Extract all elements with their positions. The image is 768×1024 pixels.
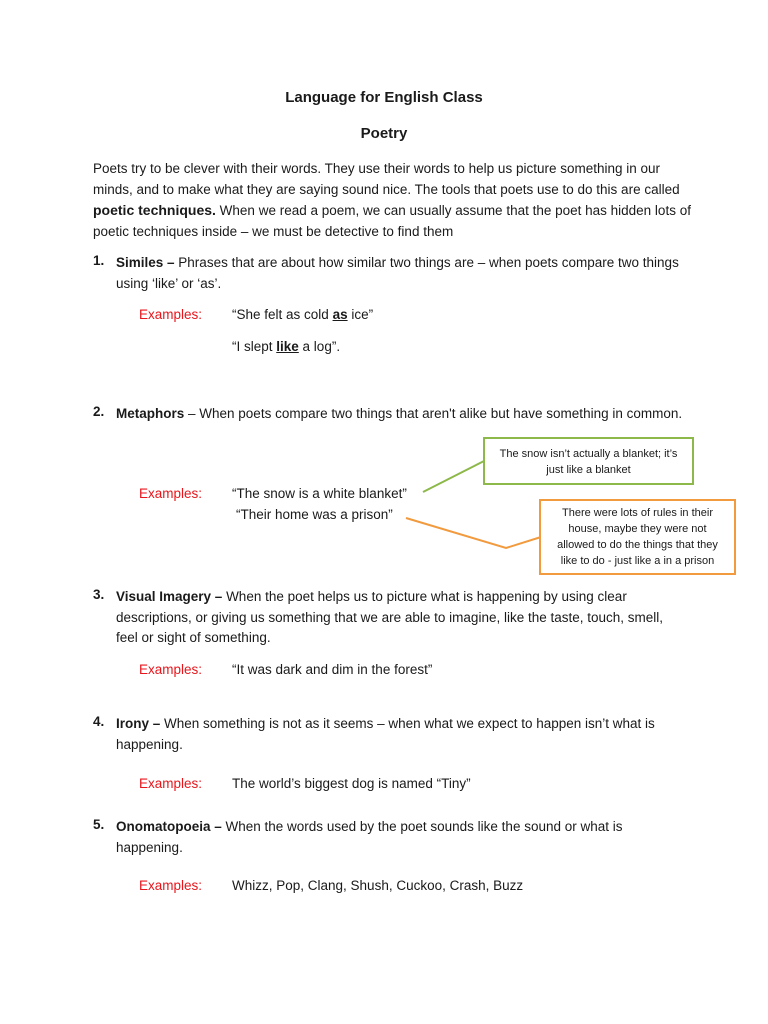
item-1-term: Similes – xyxy=(116,255,175,270)
item-5-term: Onomatopoeia – xyxy=(116,819,222,834)
example-text: a log”. xyxy=(298,339,341,354)
item-4-examples-label: Examples: xyxy=(139,776,203,791)
item-3-definition: When the poet helps us to picture what is happening by using clear descriptions, or giving us something that we are able to imagine, like the taste, touch, smell, feel or sight of something. xyxy=(116,589,664,645)
item-3-text xyxy=(116,587,686,649)
item-5-example-1: Whizz, Pop, Clang, Shush, Cuckoo, Crash, Buzz xyxy=(232,878,524,893)
item-2-example-1: “The snow is a white blanket” xyxy=(232,486,407,501)
page-title: Language for English Class xyxy=(285,89,483,106)
item-3-examples-label: Examples: xyxy=(139,662,203,677)
callout-prison: There were lots of rules in their house, maybe they were not allowed to do the things that they like to do - just like a in a prison xyxy=(539,499,736,575)
intro-text-1: Poets try to be clever with their words. They use their words to help us picture something in our minds, and to make what they are saying sound nice. The tools that poets use to do this are called xyxy=(93,161,680,197)
item-1-definition: Phrases that are about how similar two things are – when poets compare two things using ‘like’ or ‘as’. xyxy=(116,255,679,291)
example-text: “She felt as cold xyxy=(232,307,333,322)
item-3-example-1: “It was dark and dim in the forest” xyxy=(232,662,433,677)
callout-blanket: The snow isn’t actually a blanket; it’s just like a blanket xyxy=(483,437,694,485)
item-2-definition: – When poets compare two things that aren't alike but have something in common. xyxy=(184,406,683,421)
item-2-example-2: “Their home was a prison” xyxy=(236,507,393,522)
page-subtitle: Poetry xyxy=(360,125,408,142)
item-3-number: 3. xyxy=(93,587,105,602)
intro-bold: poetic techniques. xyxy=(93,202,216,218)
item-5-number: 5. xyxy=(93,817,105,832)
item-4-number: 4. xyxy=(93,714,105,729)
item-2-term: Metaphors xyxy=(116,406,185,421)
item-4-term: Irony – xyxy=(116,716,161,731)
item-2-examples-label: Examples: xyxy=(139,486,203,501)
example-text: “I slept xyxy=(232,339,277,354)
example-text: ice” xyxy=(347,307,374,322)
item-5-examples-label: Examples: xyxy=(139,878,203,893)
item-5-definition: When the words used by the poet sounds like the sound or what is happening. xyxy=(116,819,623,855)
intro-text-2: When we read a poem, we can usually assume that the poet has hidden lots of poetic techniques inside – we must be detective to find them xyxy=(93,203,691,239)
item-1-examples-label: Examples: xyxy=(139,307,203,322)
item-3-term: Visual Imagery – xyxy=(116,589,223,604)
callout-1-connector xyxy=(423,461,484,492)
item-5-text xyxy=(116,817,686,858)
example-keyword: like xyxy=(276,339,299,354)
item-4-example-1: The world’s biggest dog is named “Tiny” xyxy=(232,776,471,791)
item-2-number: 2. xyxy=(93,404,105,419)
callout-2-connector xyxy=(406,518,541,548)
item-1-number: 1. xyxy=(93,253,105,268)
item-4-text xyxy=(116,714,686,755)
item-4-definition: When something is not as it seems – when what we expect to happen isn’t what is happening. xyxy=(116,716,655,752)
example-keyword: as xyxy=(332,307,348,322)
